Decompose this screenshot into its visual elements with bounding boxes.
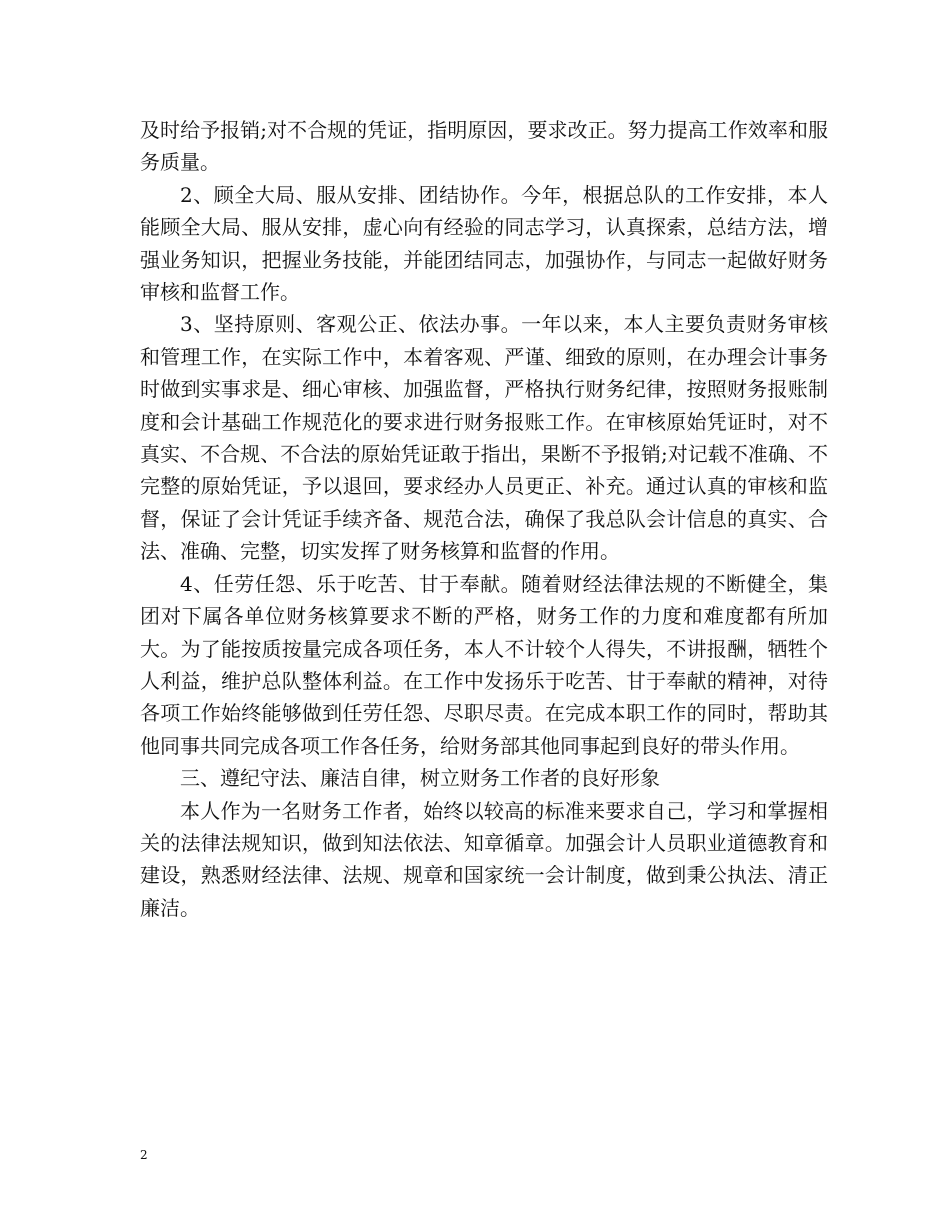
paragraph-4: 4、任劳任怨、乐于吃苦、甘于奉献。随着财经法律法规的不断健全，集团对下属各单位财务核算要求不断的严格，财务工作的力度和难度都有所加大。为了能按质按量完成各项任务，本人不计较个人得失，不讲报酬，牺牲个人利益，维护总队整体利益。在工作中发扬乐于吃苦、甘于奉献的精神，对待各项工作始终能够做到任劳任怨、尽职尽责。在完成本职工作的同时，帮助其他同事共同完成各项工作各任务，给财务部其他同事起到良好的带头作用。	[140, 571, 828, 758]
page-number: 2	[140, 1148, 148, 1162]
paragraph-3: 3、坚持原则、客观公正、依法办事。一年以来，本人主要负责财务审核和管理工作，在实际工作中，本着客观、严谨、细致的原则，在办理会计事务时做到实事求是、细心审核、加强监督，严格执行财务纪律，按照财务报账制度和会计基础工作规范化的要求进行财务报账工作。在审核原始凭证时，对不真实、不合规、不合法的原始凭证敢于指出，果断不予报销;对记载不准确、不完整的原始凭证，予以退回，要求经办人员更正、补充。通过认真的审核和监督，保证了会计凭证手续齐备、规范合法，确保了我总队会计信息的真实、合法、准确、完整，切实发挥了财务核算和监督的作用。	[140, 312, 828, 564]
document-body	[140, 114, 828, 924]
paragraph-5: 本人作为一名财务工作者，始终以较高的标准来要求自己，学习和掌握相关的法律法规知识，做到知法依法、知章循章。加强会计人员职业道德教育和建设，熟悉财经法律、法规、规章和国家统一会计制度，做到秉公执法、清正廉洁。	[140, 798, 828, 920]
section-heading-3: 三、遵纪守法、廉洁自律，树立财务工作者的良好形象	[180, 766, 660, 791]
paragraph-1: 及时给予报销;对不合规的凭证，指明原因，要求改正。努力提高工作效率和服务质量。	[140, 118, 828, 175]
paragraph-2: 2、顾全大局、服从安排、团结协作。今年，根据总队的工作安排，本人能顾全大局、服从安排，虚心向有经验的同志学习，认真探索，总结方法，增强业务知识，把握业务技能，并能团结同志，加强协作，与同志一起做好财务审核和监督工作。	[140, 182, 828, 305]
